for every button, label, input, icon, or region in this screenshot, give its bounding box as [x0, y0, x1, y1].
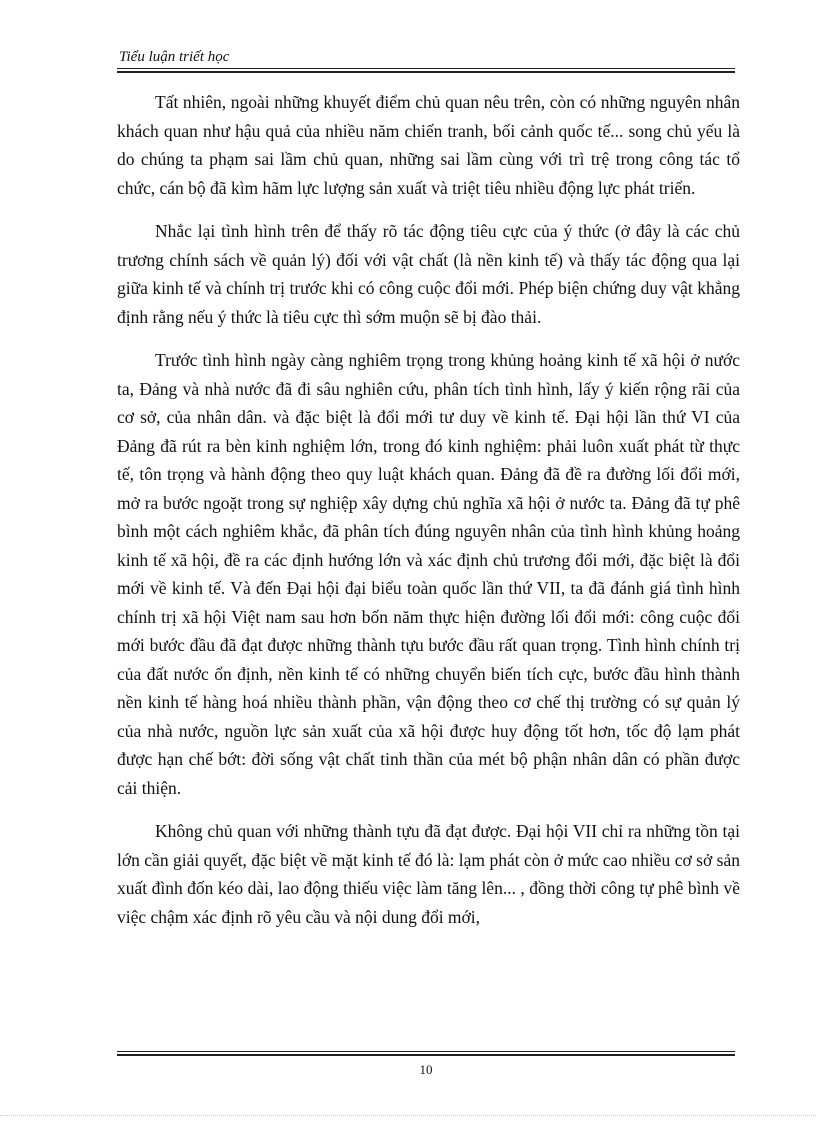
- document-body: [117, 88, 740, 946]
- paragraph: Không chủ quan với những thành tựu đã đạt được. Đại hội VII chỉ ra những tồn tại lớn cần giải quyết, đặc biệt về mặt kinh tế đó là: lạm phát còn ở mức cao nhiều cơ sở sản xuất đình đốn kéo dài, lao động thiếu việc làm tăng lên... , đồng thời công tự phê bình về việc chậm xác định rõ yêu cầu và nội dung đổi mới,: [117, 821, 740, 927]
- footer-rule-top: [117, 1051, 735, 1052]
- paragraph: Tất nhiên, ngoài những khuyết điểm chủ quan nêu trên, còn có những nguyên nhân khách quan như hậu quả của nhiều năm chiến tranh, bối cảnh quốc tế... song chủ yếu là do chúng ta phạm sai lầm chủ quan, những sai lầm cùng với trì trệ trong công tác tổ chức, cán bộ đã kìm hãm lực lượng sản xuất và triệt tiêu nhiều động lực phát triển.: [117, 92, 740, 198]
- page-header: [117, 48, 735, 73]
- page-number: 10: [419, 1062, 433, 1077]
- document-title: Tiểu luận triết học: [119, 49, 230, 65]
- header-rule-top: [117, 68, 735, 69]
- page-edge-divider: [0, 1115, 816, 1116]
- header-rule-bottom: [117, 71, 735, 73]
- paragraph: Trước tình hình ngày càng nghiêm trọng trong khủng hoảng kinh tế xã hội ở nước ta, Đảng và nhà nước đã đi sâu nghiên cứu, phân tích tình hình, lấy ý kiến rộng rãi của cơ sở, của nhân dân. và đặc biệt là đổi mới tư duy về kinh tế. Đại hội lần thứ VI của Đảng đã rút ra bèn kinh nghiệm lớn, trong đó kinh nghiệm: phải luôn xuất phát từ thực tế, tôn trọng và hành động theo quy luật khách quan. Đảng đã đề ra đường lối đổi mới, mở ra bước ngoặt trong sự nghiệp xây dựng chủ nghĩa xã hội ở nước ta. Đảng đã tự phê bình một cách nghiêm khắc, đã phân tích đúng nguyên nhân của tình hình khủng hoảng kinh tế xã hội, đề ra các định hướng lớn và xác định chủ trương đổi mới, đặc biệt là đổi mới về kinh tế. Và đến Đại hội đại biểu toàn quốc lần thứ VII, ta đã đánh giá tình hình chính trị xã hội Việt nam sau hơn bốn năm thực hiện đường lối đổi mới: công cuộc đổi mới bước đầu đã đạt được những thành tựu bước đầu rất quan trọng. Tình hình chính trị của đất nước ổn định, nền kinh tế có những chuyển biến tích cực, bước đầu hình thành nền kinh tế hàng hoá nhiều thành phần, vận động theo cơ chế thị trường có sự quản lý của nhà nước, nguồn lực sản xuất của xã hội được huy động tốt hơn, tốc độ lạm phát được hạn chế bớt: đời sống vật chất tinh thần của mét bộ phận nhân dân có phần được cải thiện.: [117, 350, 740, 798]
- footer-rule-bottom: [117, 1054, 735, 1056]
- page-footer: [117, 1051, 735, 1078]
- paragraph: Nhắc lại tình hình trên để thấy rõ tác động tiêu cực của ý thức (ở đây là các chủ trương chính sách về quản lý) đối với vật chất (là nền kinh tế) và thấy tác động qua lại giữa kinh tế và chính trị trước khi có công cuộc đổi mới. Phép biện chứng duy vật khẳng định rằng nếu ý thức là tiêu cực thì sớm muộn sẽ bị đào thải.: [117, 221, 740, 327]
